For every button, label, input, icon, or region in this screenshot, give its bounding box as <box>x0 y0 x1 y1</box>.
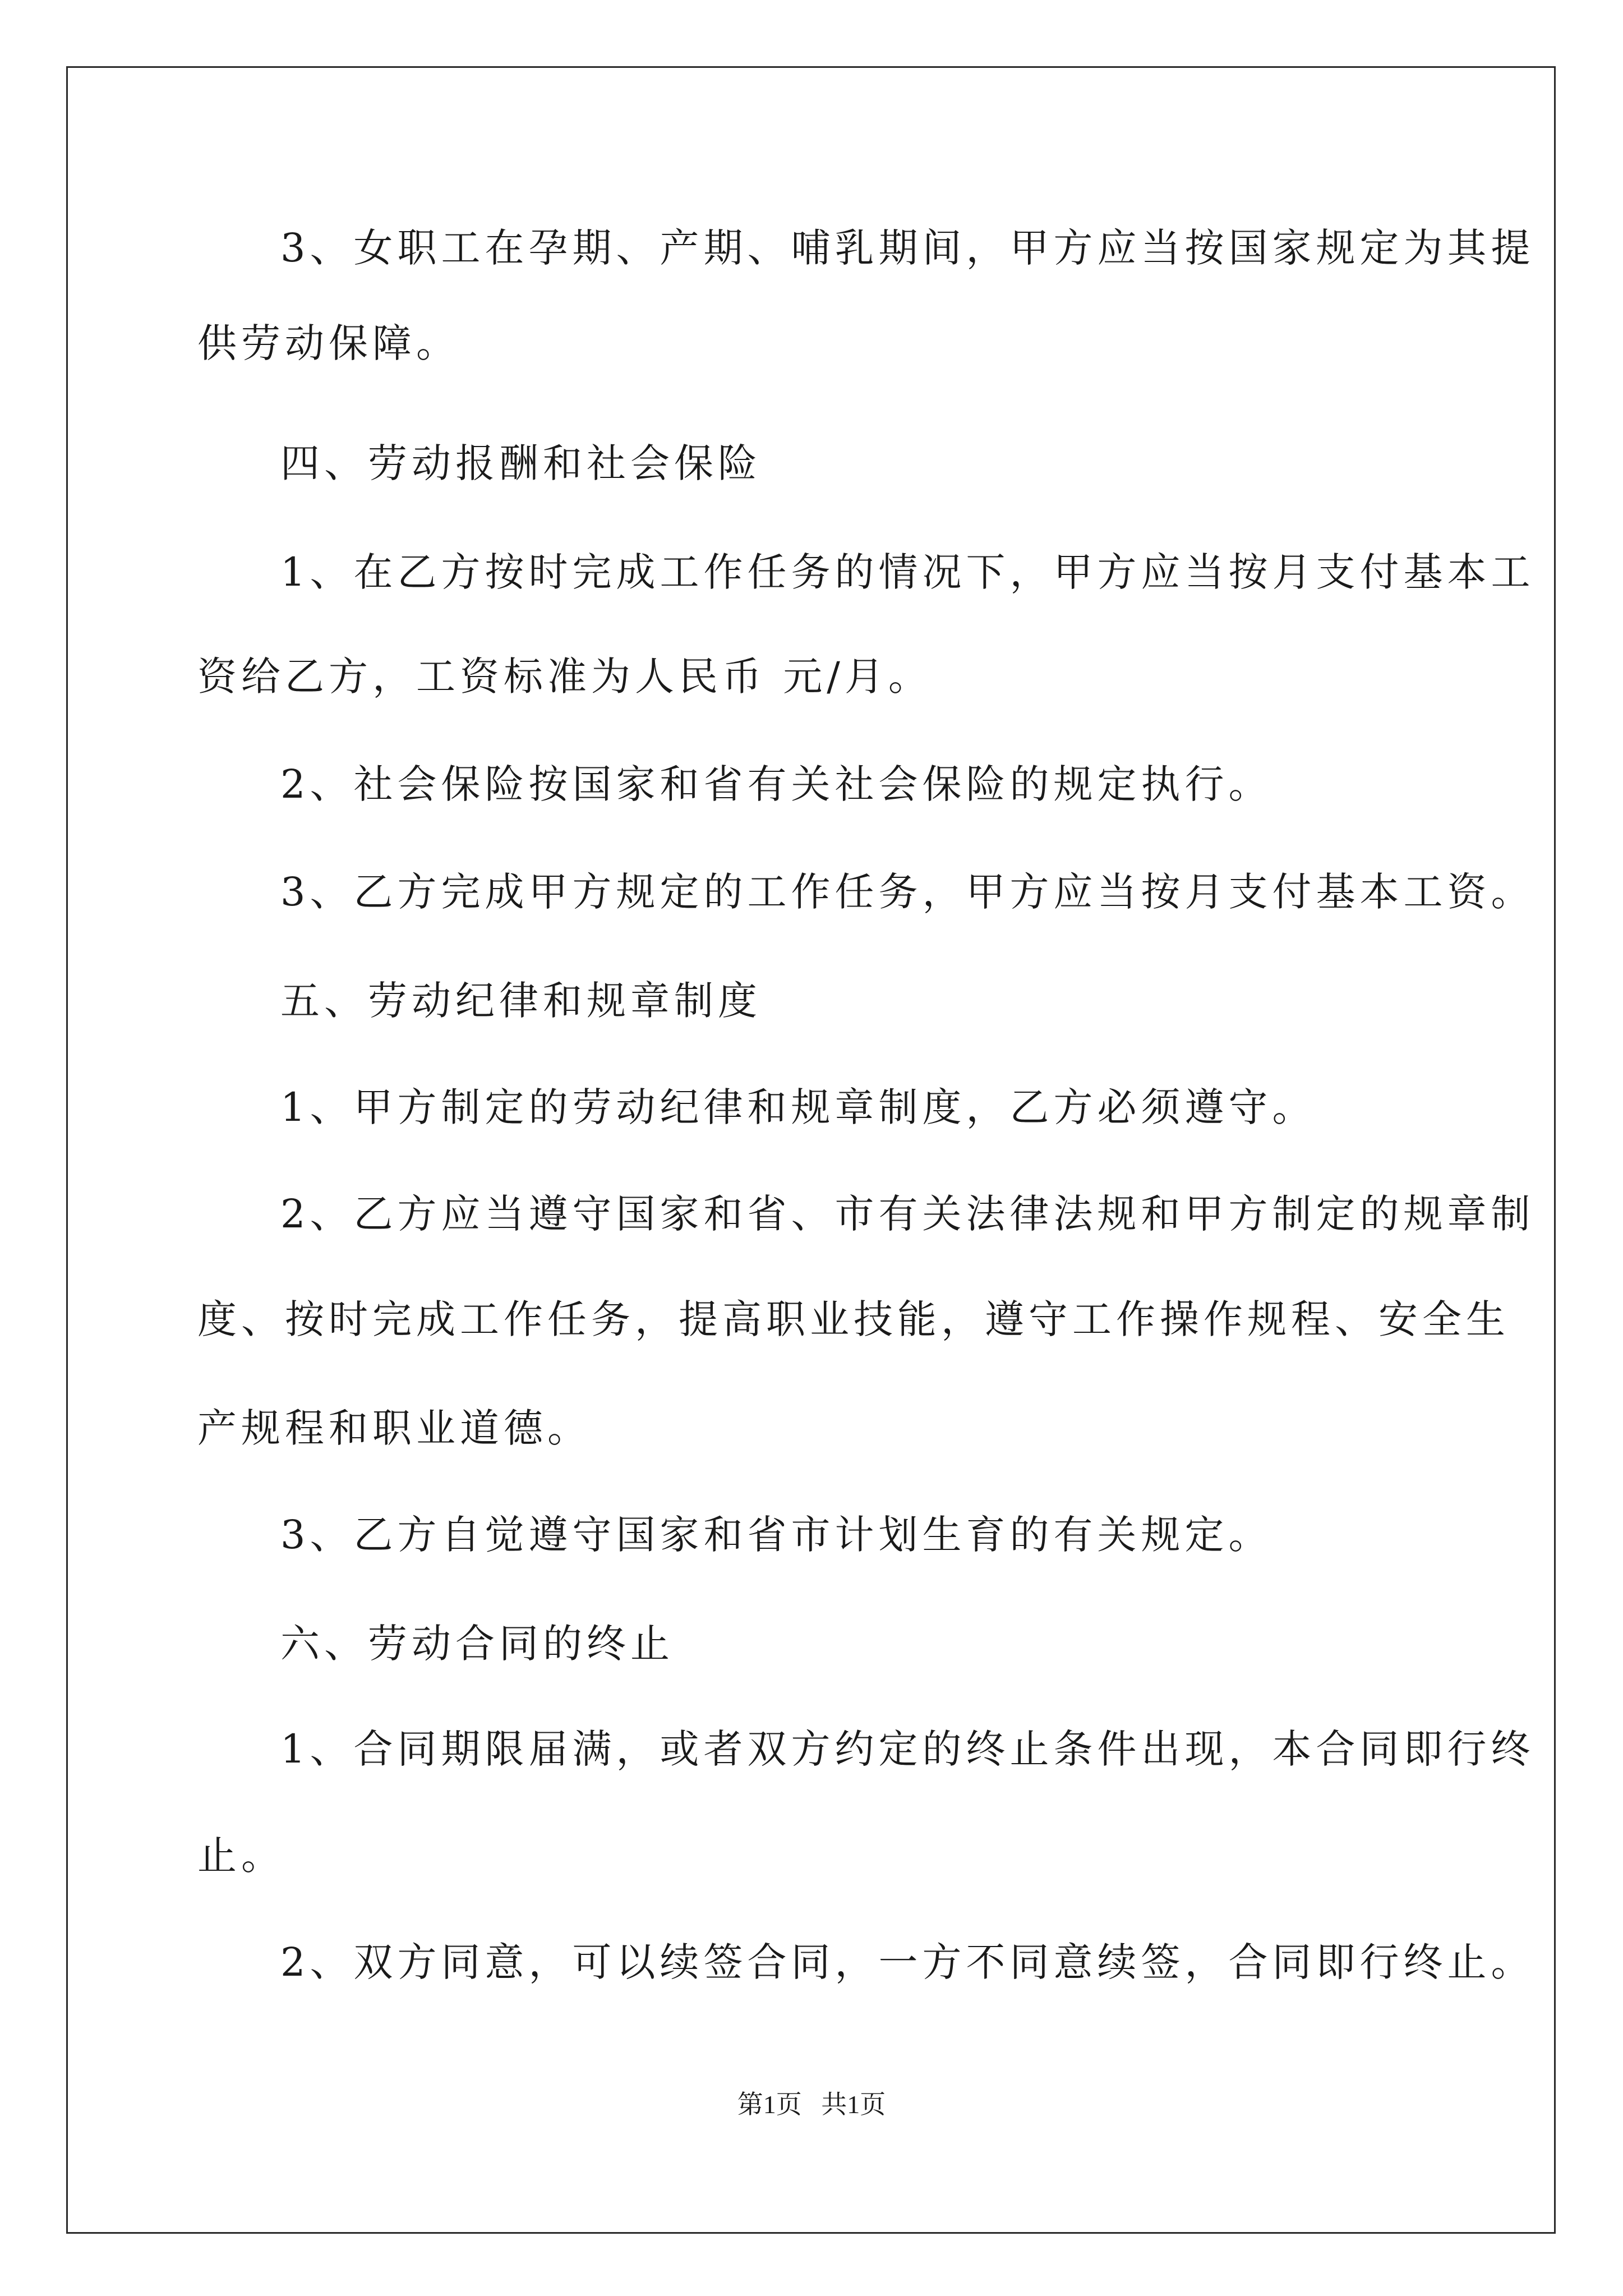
section-heading: 六、劳动合同的终止 <box>280 1621 674 1667</box>
text-line: 3、乙方完成甲方规定的工作任务，甲方应当按月支付基本工资。 <box>280 869 1535 915</box>
text-line: 1、甲方制定的劳动纪律和规章制度，乙方必须遵守。 <box>280 1084 1316 1130</box>
page-border <box>66 66 1556 2234</box>
page-number-footer: 第1页 共1页 <box>737 2090 886 2119</box>
text-line: 3、女职工在孕期、产期、哺乳期间，甲方应当按国家规定为其提 <box>280 225 1535 271</box>
text-line: 2、乙方应当遵守国家和省、市有关法律法规和甲方制定的规章制 <box>280 1191 1535 1237</box>
text-line: 资给乙方，工资标准为人民币 元/月。 <box>197 654 932 700</box>
text-line: 3、乙方自觉遵守国家和省市计划生育的有关规定。 <box>280 1512 1272 1558</box>
text-line: 度、按时完成工作任务，提高职业技能，遵守工作操作规程、安全生 <box>197 1296 1510 1342</box>
text-line: 供劳动保障。 <box>197 320 460 366</box>
text-line: 1、合同期限届满，或者双方约定的终止条件出现，本合同即行终 <box>280 1726 1535 1772</box>
text-line: 2、双方同意，可以续签合同，一方不同意续签，合同即行终止。 <box>280 1939 1535 1985</box>
text-line: 产规程和职业道德。 <box>197 1405 591 1451</box>
section-heading: 五、劳动纪律和规章制度 <box>280 978 762 1024</box>
text-line: 1、在乙方按时完成工作任务的情况下，甲方应当按月支付基本工 <box>280 549 1535 595</box>
section-heading: 四、劳动报酬和社会保险 <box>280 440 762 486</box>
text-line: 2、社会保险按国家和省有关社会保险的规定执行。 <box>280 761 1272 807</box>
text-line: 止。 <box>197 1833 285 1879</box>
